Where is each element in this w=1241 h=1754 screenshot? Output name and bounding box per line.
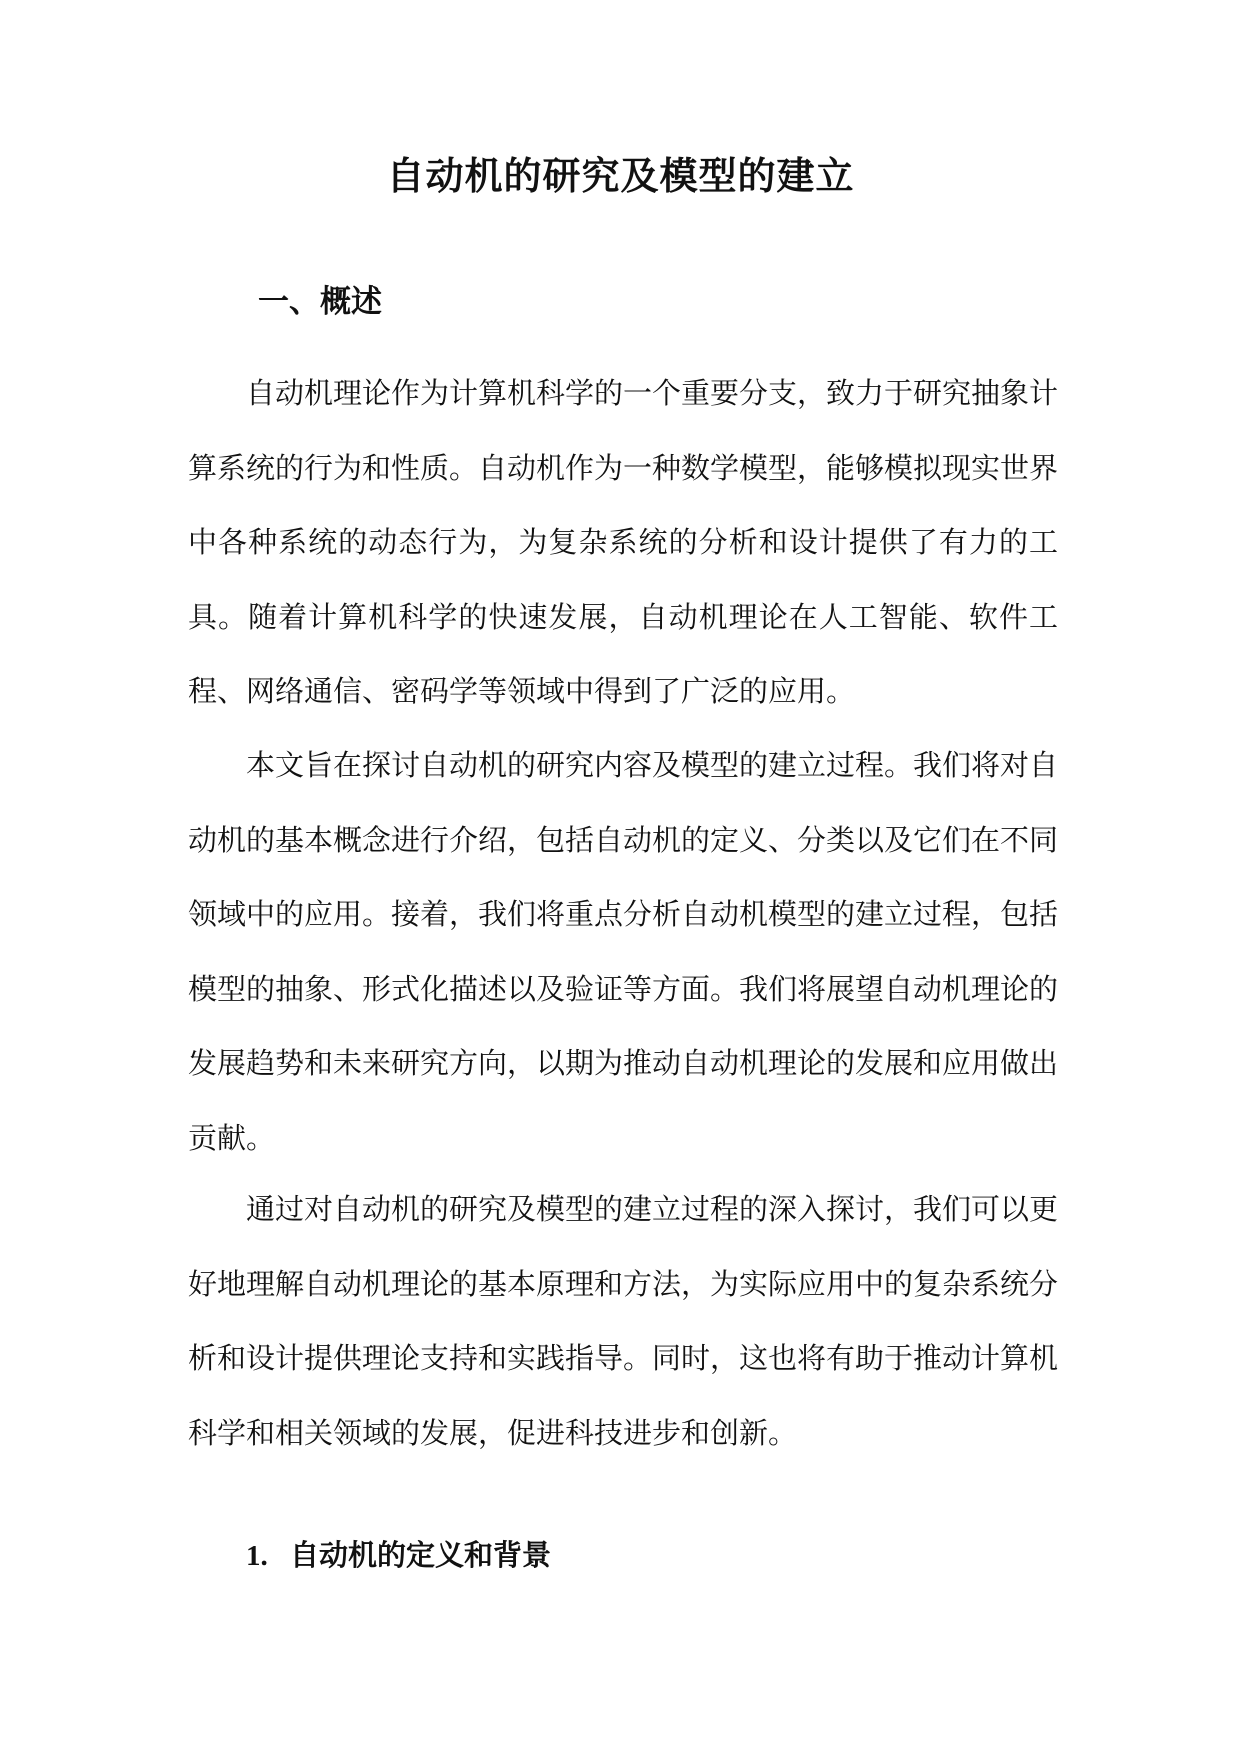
section-heading-overview: 一、概述 bbox=[258, 284, 382, 320]
paragraph-3: 通过对自动机的研究及模型的建立过程的深入探讨，我们可以更好地理解自动机理论的基本原理和方法，为实际应用中的复杂系统分析和设计提供理论支持和实践指导。同时，这也将有助于推动计算机科学和相关领域的发展，促进科技进步和创新。 bbox=[188, 1192, 1059, 1450]
document-title: 自动机的研究及模型的建立 bbox=[386, 153, 855, 198]
subsection-heading bbox=[246, 1535, 551, 1576]
subsection-title: 自动机的定义和背景 bbox=[290, 1538, 552, 1572]
subsection-number: 1. bbox=[246, 1540, 268, 1572]
paragraph-2: 本文旨在探讨自动机的研究内容及模型的建立过程。我们将对自动机的基本概念进行介绍，包括自动机的定义、分类以及它们在不同领域中的应用。接着，我们将重点分析自动机模型的建立过程，包括模型的抽象、形式化描述以及验证等方面。我们将展望自动机理论的发展趋势和未来研究方向，以期为推动自动机理论的发展和应用做出贡献。 bbox=[188, 748, 1059, 1155]
paragraph-1: 自动机理论作为计算机科学的一个重要分支，致力于研究抽象计算系统的行为和性质。自动机作为一种数学模型，能够模拟现实世界中各种系统的动态行为，为复杂系统的分析和设计提供了有力的工具。随着计算机科学的快速发展，自动机理论在人工智能、软件工程、网络通信、密码学等领域中得到了广泛的应用。 bbox=[188, 376, 1059, 708]
